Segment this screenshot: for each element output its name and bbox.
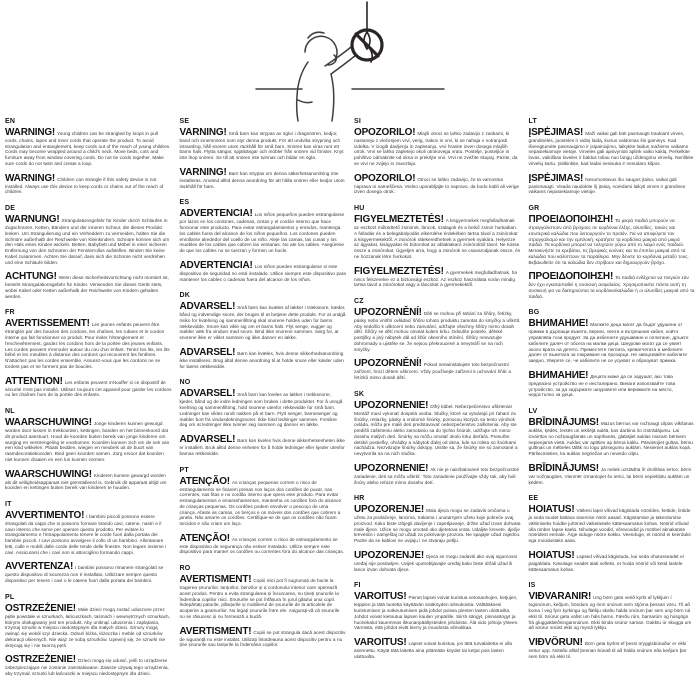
child-torso [331, 74, 334, 121]
warning-heading: BRĪDINĀJUMS! [528, 462, 599, 474]
warning-heading: HOIATUS! [528, 504, 575, 516]
warning-body-text: Små børn kan kvæles af løkker i træksnore, kæder, bånd og indvendige snore, der bruges til at betjene dette produkt. For at undgå risiko for kvælning og sammenfiltring skal snorene holdes uden for børns rækkevidde. Snore kan vikle sig om et barns hals. Flyt senge, vugger og møbler væk fra vinduer med snore. Bind ikke snorene sammen. Sørg for, at snorene ikke er viklet sammen og ikke danner en løkke. [179, 305, 346, 341]
warning-heading: ATENÇÃO! [179, 475, 230, 487]
warning-body-text: Otroci se lahko zadavijo, če ta varnostna naprava ni nameščena. Vedno uporabljajte to napravo, da bodo kabli ali verige izven dosega otrok. [354, 176, 520, 195]
language-section-cz [354, 298, 521, 381]
language-code: HR [354, 495, 365, 503]
warning-heading: WAARSCHUWING! [5, 468, 92, 480]
language-section-es [180, 199, 347, 282]
warning-paragraph [5, 470, 172, 491]
warning-paragraph [529, 464, 696, 485]
warning-paragraph [5, 272, 172, 299]
warning-body-text: Lapset voivat kuristua, jos tätä turvalaitetta ei olla asennettu. Käytä tätä laitetta aina pitämään köydet tai ketjut pois lasten ulottuvilta. [354, 641, 513, 659]
child-cord-hazard-illustration [252, 0, 448, 122]
language-code: CZ [354, 298, 364, 306]
warning-body-text: Małe dzieci mogą zostać uduszone przez pętle powstałe w sznurkach, łańcuszkach, taśmach i wewnętrznych sznurkach, którymi obsługiwany jest ten produkt. Aby uniknąć uduszenia i zaplątania, trzymaj sznurki w miejscu niedostępnym dla małych dzieci. Sznury mogą owinąć się wokół szyi dziecka. Odsuń łóżka, łóżeczka i meble od sznurków dekoracji okiennych. Nie wiąż ze sobą sznurków. Upewnij się, że sznurki nie skręcają się i nie tworzą pętli. [5, 606, 170, 648]
warning-body-text: Mala djeca mogu se zadaviti omčama u užetu za povlačenje, lancima, trakama i unutarnjem užetu koje pokreće ovaj proizvod. Kako biste izbjegli davljenje i zapetljavanje, držite užad izvan dohvata male djece. Užice se mogu omotati oko djetetova vrata. Udaljite krevete, dječje krevetiće i namještaj od užadi za pokrivanje prozora. Ne spajajte užad zajedno. Pazite da se kablovi ne uvijaju i ne stvaraju petlju. [354, 508, 521, 544]
warning-paragraph [354, 215, 521, 259]
warning-heading: ADVERTENCIA! [179, 208, 253, 220]
warning-heading: OSTRZEŻENIE! [5, 602, 76, 614]
warning-heading: FIGYELMEZTETÉS! [354, 214, 444, 226]
warning-body-text: Ak nie je nainštalované toto bezpečnostné zariadenie, deti sa môžu uškrtiť. Toto zariadenie používajte vždy tak, aby boli šnúry alebo reťaze mimo dosahu detí. [354, 466, 520, 485]
prohibition-slash-icon [356, 34, 378, 56]
warning-heading: ATTENTION! [5, 375, 63, 387]
warning-heading: UPOZORNĚNÍ! [354, 358, 422, 370]
warning-body-text: Börn geta kyrkst ef þessi öryggisbúnaður er ekki settur upp. Notaðu alltaf þennan búnað til að halda snúrum eða keðjum þar sem börn ná ekki til. [528, 641, 687, 659]
warning-body-text: Mlajši otroci se lahko zadavijo z zankami, ki nastanejo z vlečenjem vrvi, verig, trakov in vrvi, ki se nahaja v notranjosti izdelka. V izogib davljenju in zapletanju, vrvi hranite izven dosega mlajših otrok. Vrvi se lahko zapletejo okoli otrokovega vratu. Postelje, posteljice in pohištvo odmaknite od okna in prekrijte vrvi. Vrvi ne zvežite skupaj. Pazite, da se vrvi ne zvijejo in zavozlajo. [354, 131, 518, 166]
warning-paragraph [5, 215, 172, 265]
language-code: LT [528, 118, 537, 125]
warning-paragraph [354, 308, 521, 352]
warning-heading: ATENÇÃO! [179, 532, 230, 544]
warning-body-text: Nesumontavus šio saugos įtaiso, vaikai gali pasismaugti. Visada naudokite šį įtaisą, norėdami laikyti virves ir grandines vaikams nepasiekiamoje vietoje. [528, 176, 686, 195]
warning-body-text: Τα παιδιά ενδέχεται να πνιγούν εάν δεν έχει εγκατασταθεί η συσκευή ασφαλείας. Χρησιμοποιείτε πάντα αυτή τη συσκευή για να διατηρούνται τα κορδόνια/καλώδια ή οι αλυσίδες μακριά από τα παιδιά. [528, 275, 695, 299]
warning-heading: ВНИМАНИЕ! [528, 369, 589, 381]
warning-body-text: I bambini piccoli possono essere strangolati da cappi che si possono formare tirando cavi, catene, nastri e il cavo interno che serve per operare questo prodotto. Per evitare lo strangolamento e l'intrappolamento tenere le corde fuori dalla portata dei bambini piccoli. I cavi possono avvolgere il collo di un bambino. Allontanare letti, culle e mobili dalle corde delle tende delle finestre. Non legare insieme i cavi. Assicurarsi che i cavi non si attorciglino formando cappi. [5, 513, 167, 555]
language-code: PL [5, 593, 15, 601]
warning-paragraph [5, 174, 172, 195]
warning-paragraph [5, 511, 172, 555]
warning-heading: HOIATUS! [528, 549, 575, 561]
warning-heading: VARNING! [179, 166, 227, 178]
warning-paragraph [5, 562, 172, 583]
language-section-dk [180, 292, 347, 369]
child-arm-lower [331, 55, 356, 74]
warning-body-text: Små barn kan strypas av öglor i dragsnören, kedjor, band och innersnören som styr denna produkt. För att undvika strypning och intrassling, håll snören utom räckhåll för små barn. Snören kan viras runt ett barns hals. Flytta sängar, spjälsängar och möbler från snören vid fönster. Knyt inte ihop snören. Se till att snören inte tvinnas och bildar en ögla. [179, 131, 344, 161]
warning-body-text: Kinderen kunnen gewurgd worden als dit veiligheidsapparaat niet geïnstalleerd is. Gebruik dit apparaat altijd om koorden en kettingen buiten bereik van kinderen te houden. [5, 472, 167, 491]
language-code: EE [528, 495, 539, 503]
language-section-hr [354, 495, 521, 572]
warning-heading: OPOZORILO! [354, 127, 416, 138]
warning-paragraph [5, 655, 172, 676]
warning-paragraph [354, 592, 521, 631]
warning-heading: WARNING! [5, 172, 56, 184]
language-code: SI [354, 118, 362, 125]
warning-body-text: Τα μικρά παιδιά μπορούν να στραγγαλιστούν από βρόχους σε κορδόνια έλξης, αλυσίδες, ταινίες και εσωτερικά καλώδια που λειτουργούν το προϊόν. Για να αποφύγετε τον στραγγαλισμό και την εμπλοκή, κρατήστε τα κορδόνια μακριά από μικρά παιδιά. Τα κορδόνια μπορεί να τυλιχτούν γύρω από το λαιμό ενός παιδιού. Μετακινήστε τα κρεβάτια, τις βρεφικές κούνιες και τα έπιπλα μακριά από τα καλώδια που καλύπτουν τα παράθυρα. Μην δένετε τα κορδόνια μεταξύ τους. Βεβαιωθείτε ότι τα καλώδια δεν στρίβουν και δημιουργούν βρόχο. [528, 218, 689, 265]
language-section-nl [5, 408, 172, 491]
warning-body-text: Väikesi lapsi võivad kägistada nöörides, kettide, lintide ja seda toodet käitava sisemise nööri aasad. Kägistamise ja takerdumise vältimiseks hoidke juhtmed väikelastele kättesaamatus kohas. Nöörid võivad olla ümber lapse kaela. Nihutage voodid, võrevoodid ja mööbel aknakatete nööridest eemale. Ärge siduge nööre kokku. Veenduge, et nöörid ei keerduks ega moodustaks aasa. [528, 508, 691, 544]
warning-heading: FIGYELMEZTETÉS! [354, 265, 444, 277]
warning-heading: VIÐVARANIR! [528, 591, 592, 603]
warning-heading: ADVARSEL! [179, 301, 236, 313]
language-code: NL [5, 408, 15, 416]
language-code: LV [528, 408, 538, 416]
warning-paragraph [180, 435, 347, 456]
warning-body-text: Børn kan kvæles, hvis denne sikkerhedsanordning ikke installeres. Brug altid denne anordning til at holde snore eller kæder uden for børns rækkevidde. [179, 350, 344, 369]
warning-body-text: Децата може да се задушат, ако това предпазно устройство не е инсталирано. Винаги използвайте това устройство, за да задържате шнуровете или верижките на място, недостъпно за деца. [528, 373, 676, 398]
language-section-gr [529, 205, 696, 299]
warning-paragraph [354, 359, 521, 380]
warning-paragraph [180, 575, 347, 619]
warning-body-text: Dlhý kábel. Nebezpečenstvo uškrtenia! Montáž musí vykonať dospelá osoba. Slučky, ktoré sa vytvárajú pri ťahaní za šnúrky, retiazky, pásky a vnútorné šnúrky, pomocou ktorých sa tento výrobok ovláda, môžu pre malé deti predstavovať nebezpečenstvo zaškrtenia. Aby ste predišli zaškrteniu alebo zamotaniu sa do týchto šnúrok, udržujte ich mimo dosahu malých detí. Šnúrky sa môžu omotať okolo krku dieťaťa. Presuňte detské postieľky, ohrádky a nábytok ďalej od okna, kde sa roleta so šnúrkami nachádza. Nezväzujte šnúrky dokopy. Uistite sa, že šnúrky nie sú zamotané a nevytvorila sa na nich slučka. [354, 403, 518, 457]
language-code: NO [179, 379, 191, 387]
language-code: HU [354, 205, 365, 213]
language-section-pt [180, 467, 347, 556]
warning-heading: AVERTISSEMENT! [5, 318, 90, 330]
language-section-lt [529, 118, 696, 195]
warning-body-text: As crianças pequenas correm o risco de estrangulamento se ficarem presas nos laços dos cordões de puxar, nas correntes, nas fitas e no cordão interno que opera este produto. Para evitar estrangulamentos e emaranhamentos, mantenha os cordões fora do alcance de crianças pequenas. Os cordões podem envolver o pescoço de uma criança. Afaste as camas, os berços e os móveis dos cordões que cobrem a janela. Não amarre os cordões. Certifique-se de que os cordões não ficam torcidos e não criam um laço. [179, 479, 342, 526]
warning-body-text: Les enfants peuvent s'étouffer si ce dispositif de sécurité n'est pas installé. Utilisez toujours cet appareil pour garder les cordons ou les chaînes hors de la portée des enfants. [5, 379, 172, 398]
warning-paragraph [5, 418, 172, 462]
warning-heading: UPOZORNENIE! [354, 462, 429, 474]
warning-heading: WARNING! [5, 127, 56, 138]
warning-heading: UPOZORNĚNÍ! [354, 307, 422, 319]
warning-paragraph [354, 174, 521, 195]
warning-heading: ACHTUNG! [5, 271, 57, 283]
language-section-fr [5, 309, 172, 398]
warning-heading: VAROITUS! [354, 637, 407, 649]
warning-heading: ĮSPĖJIMAS! [528, 172, 584, 184]
warning-heading: WARNUNG! [5, 214, 60, 226]
warning-paragraph [529, 418, 696, 457]
language-code: SE [179, 118, 190, 125]
warning-body-text: Young children can be strangled by loops in pull cords, chains, tapes and inner cords that operate the product. To avoid strangulation and entanglement, keep cords out of the reach of young children. Cords may become wrapped around a child's neck. Move beds, cots and furniture away from window covering cords. Do not tie cords together. Make sure cords do not twist and create a loop. [5, 131, 171, 166]
warning-body-text: A gyermekek megfulladhatnak, ha nincs felszerelve ez a biztonsági eszköz. Az eszköz használata során mindig tartsa távol a zsinórokat vagy a láncokat a gyermekektől. [354, 269, 517, 288]
language-code: DK [179, 292, 191, 300]
language-code: ES [179, 199, 190, 207]
warning-paragraph [529, 592, 696, 631]
warning-paragraph [354, 128, 521, 167]
language-code: FI [354, 582, 361, 590]
warning-body-text: Les jeunes enfants peuvent être étranglés par des boucles des cordons, les chaînes, les rubans et le cordon interne qui fait fonctionner ce produit. Pour éviter l'étranglement et l'enchevêtrement, gardez les cordons hors de la portée des jeunes enfants. Les cordes peuvent s'enrouler autour du cou d'un enfant. Tenez les lits, les lits bébé et les meubles à distance des cordons qui recouvrent les fenêtres. N'attachez pas les cordes ensemble. Assurez-vous que les cordons ne se tordent pas et ne forment pas de boucles. [5, 322, 170, 369]
warning-body-text: Maži vaikai gali būti pasmaugti traukiant virves, grandinėles, juosteles ir vidinį laidą, kuriuo valdomas šis gaminys. Kad išvengtumėte pasmaugimo ir įsipainiojimo, laikykite laidus mažiems vaikams nepasiekiamoje vietoje. Virvelės gali apsivynioti aplink vaiko kaklą. Perkelkite lovas, vaikiškas loveles ir baldus toliau nuo langų uždengimo virvelių. Neriškite virvelių kartu. Įsitikinkite, kad laidai nesisuka ir nesudaro kilpos. [528, 131, 694, 166]
warning-heading: WAARSCHUWING! [5, 417, 92, 429]
warning-paragraph [354, 267, 521, 288]
warning-paragraph [354, 464, 521, 485]
warning-paragraph [180, 261, 347, 282]
warning-paragraph [529, 319, 696, 363]
warning-heading: ВНИМАНИЕ! [528, 318, 589, 330]
warning-heading: VAROITUS! [354, 591, 407, 603]
warning-paragraph [5, 604, 172, 648]
warning-body-text: Copiii mici pot fi sugrumați de bucle la tragerea șnururilor, lanțurilor, benzilor și a cordonului interior care operează acest produs. Pentru a evita strangularea și încurcarea, nu țineți șnururile la îndemâna copiilor mici. Șnururile se pot înfășura în jurul gâtului unui copil. Îndepărtați paturile, pătuțurile și mobilierul de șnururile de la articolele de acoperire a geamurilor. Nu legați șnururile între ele. Asigurați-vă că șnururile nu se răsucesc și nu formează o buclă. [179, 578, 340, 619]
warning-body-text: Lapsed võivad kägistuda, kui seda ohutusseadet ei paigaldata. Kasutage seadet alati selleks, et hoida nöörid või ketid lastele kättesaamatus kohas. [528, 553, 684, 572]
warning-paragraph [354, 505, 521, 544]
warning-paragraph [529, 128, 696, 167]
warning-paragraph [529, 272, 696, 299]
child-arm-upper [325, 47, 351, 66]
warning-body-text: Små barn kan kveles av løkker i trekksnorer, kjeder, bånd og de indre ledningen som brukes i dette produktet. For å unngå kvelning og sammenfiltring, hold snorene utenfor rekkevidde for små barn. Ledninger kan vikles rundt nakken på et barn. Flytt senger, barnesenger og møbler bort fra vindusdekningsnorer. Ikke bind ledninger sammen. Forsikre deg om at ledninger ikke tvinner seg sammen og danner en løkke. [179, 392, 343, 428]
warning-paragraph [5, 377, 172, 398]
language-section-fi [354, 582, 521, 659]
warning-body-text: Strangulationsgefahr für Kinder durch Schlaufen in Zugschnüren, Ketten, Bändern und der inneren Schnur, die dieses Produkt lenken. Um Strangulierung und ein Verheddern zu vermeiden, halten Sie die Schnüre außerhalb der Reichweite von Kleinkindern. Schnüre können sich um den Hals eines Kindes wickeln. Betten, Babybett und Möbel in einer sicheren Entfernung von den Schnüren der Fensterrollos aufstellen. Binden Sie keine Kabel zusammen. Achten Sie darauf, dass sich die Schnüre nicht verdrehen und eine Schlaufe bilden. [5, 218, 170, 265]
warning-body-text: Djeca se mogu zadaviti ako ovaj sigurnosni uređaj nije postavljen. Uvijek upotrebljavajte uređaj kako biste držali užad ili lance izvan dohvata djece. [354, 553, 518, 572]
warning-body-text: A kisgyermekek megfulladhatnak az eszközt működtető zsinórok, láncok, szalagok és a belső zsinór hurkaiban. A fulladás és a belegabalyodás elkerülése érdekében tartsa távol a zsinórokat a kisgyermekektől. A zsinórok rátekeredhetnek a gyermek nyakára. Helyezze az ágyakat, kiságyakat és bútorokat az ablaktakaró zsinóroktól távol. Ne kösse össze a zsinórokat. Ügyeljen arra, hogy a zsinórok ne csavarodjanak össze, és ne hozzanak létre hurkokat. [354, 218, 521, 259]
warning-paragraph [529, 551, 696, 572]
warning-heading: AVERTISMENT! [179, 574, 252, 586]
warning-paragraph [354, 401, 521, 457]
warning-paragraph [180, 302, 347, 341]
warning-paragraph [529, 638, 696, 659]
language-code: SK [354, 390, 365, 398]
warning-paragraph [180, 128, 347, 161]
warning-heading: ΠΡΟΕΙΔΟΠΟΙΗΣΗ! [528, 214, 614, 226]
warning-paragraph [180, 168, 347, 189]
language-section-lv [529, 408, 696, 485]
child-back [297, 62, 308, 121]
warning-paragraph [180, 389, 347, 428]
language-section-en [5, 118, 172, 195]
language-code: PT [179, 466, 189, 474]
warning-body-text: Děti se mohou při tahání za šňůry, řetízky, pásky nebo vnitřní ovládací šňůru tohoto produktu zamotat do smyčky a uškrtit. Aby nedošlo k uškrcení nebo zamotání, udržujte všechny šňůry mimo dosah dětí. Šňůry se dětí mohou omotat kolem krku. Odsuňte postele, dětské postýlky a jiný nábytek dál od šňůr okenního stínění. Šňůry nesvazujte dohromady a ujistěte se, že nejsou překroucené a nevytváří se na nich smyčky. [354, 311, 521, 352]
column-1 [5, 118, 172, 687]
language-section-ro [180, 565, 347, 648]
warning-heading: AVVERTIMENTO! [5, 509, 85, 521]
warning-body-text: Pienet lapset voivat kuristua vetonauhojen, ketjujen, teippien ja tätä tuotetta käyttävän sisäköyden silmukoista. Välttääksesi kuristumisen ja sotkeutumisen pidä johdot poissa pienten lasten ulottuvilta. Johdot voivat kietoutua lapsen kaulan ympärille. Siirrä sängyt, pinnasängyt ja huonekalut kauemmas ikkunanpäällysteiden johdoista. Älä sido johtoja yhteen. Varmista, että johdot eivät kierry ja muodosta silmukkaa. [354, 595, 519, 631]
warning-body-text: Los niños pequeños pueden estrangularse por lazos en los cordones, cadenas, cintas y el cordón interno que hace funcionar este producto. Para evitar estrangulamientos y enredos, mantenga los cables fuera del alcance de los niños pequeños. Los cordones pueden enrollarse alrededor del cuello de un niño. Aleje las camas, las cunas y los muebles de los cables que cubren las ventanas. No ate los cables. Asegúrese de que los cables no se tuerzan y formen un bucle. [179, 212, 345, 254]
child-head [305, 36, 337, 60]
warning-body-text: Copiii se pot strangula dacă acest dispozitiv de siguranță nu este instalat. Utilizați întotdeauna acest dispozitiv pentru a nu ține șnururile sau lanțurile la îndemâna copiilor. [179, 629, 346, 648]
warning-paragraph [5, 319, 172, 369]
warning-paragraph [180, 627, 347, 648]
warning-heading: OSTRZEŻENIE! [5, 654, 76, 666]
language-code: IS [528, 582, 536, 590]
warning-body-text: I bambini possono rimanere strangolati se questo dispositivo di sicurezza non è installato. Utilizzare sempre questo dispositivo per tenere i cavi o le catene fuori dalla portata dei bambini. [5, 565, 164, 584]
warning-heading: ADVARSEL! [179, 434, 236, 446]
warning-paragraph [529, 505, 696, 544]
warning-paragraph [529, 215, 696, 265]
language-section-no [180, 379, 347, 456]
warning-paragraph [529, 371, 696, 398]
warning-paragraph [180, 348, 347, 369]
warning-body-text: Mazus bērnus var nožņaugt cilpas vilkšanas auklās, ķēdēs, lentēs un iekšējā auklā, kas darbina šo izstrādājumu. Lai izvairītos no nožņaugšanās un sapīšanās, glabājiet auklas mazam bērniem nepieejamā vietā. Auklas var aptīties ap bērna kaklu. Pārvietojiet gultas, bērnu gultiņas un mēbeles tālāk no logu pārsegumu auklām. Nesieniet auklas kopā. Pārliecinieties, ka auklas negriežas un neveido cilpu. [528, 421, 694, 457]
warning-paragraph [5, 128, 172, 167]
warning-heading: VIÐVÖRUN! [528, 637, 583, 649]
warning-heading: ΠΡΟΕΙΔΟΠΟΙΗΣΗ! [528, 271, 614, 283]
warning-paragraph [354, 551, 521, 572]
warning-body-text: Ja netiek uzstādīta šī drošības ierīce, bērni var nožņaugties. Vienmēr izmantojiet šo ierīci, lai bērni nepiekļūtu auklām un ķēdēm. [528, 466, 692, 485]
language-section-si [354, 118, 521, 195]
language-code: GR [528, 205, 540, 213]
warning-heading: AVERTISMENT! [179, 625, 252, 637]
language-code: EN [5, 118, 16, 125]
warning-heading: ADVERTENCIA! [179, 259, 253, 271]
warning-heading: ADVARSEL! [179, 346, 236, 358]
warning-body-text: Wenn diese Sicherheitsvorrichtung nicht montiert ist, besteht Strangulationsgefahr für Kinder. Verwenden Sie dieses Gerät stets, wobei Kabel oder Ketten außerhalb der Reichweite von Kindern gehalten werden. [5, 275, 169, 299]
warning-body-text: Children can strangle if this safety device is not installed. Always use this device to keep cords or chains out of the reach of children. [5, 176, 164, 195]
warning-body-text: Los niños pueden estrangularse si este dispositivo de seguridad no está instalado. Utilice siempre este dispositivo para mantener los cables o cadenas fuera del alcance de los niños. [179, 263, 346, 282]
language-section-se [180, 118, 347, 189]
warning-body-text: Barn kan strypas om denna säkerhetsanordning inte installeras. Använd alltid denna anordning för att hålla snören eller kedjor utom räckhåll för barn. [179, 170, 345, 189]
language-section-bg [529, 309, 696, 398]
warning-heading: UPOZORENJE! [354, 504, 425, 516]
warning-columns [5, 118, 695, 687]
language-section-sk [354, 391, 521, 485]
warning-paragraph [354, 638, 521, 659]
column-2 [180, 118, 347, 687]
warning-heading: BRĪDINĀJUMS! [528, 417, 599, 429]
language-code: RO [179, 565, 191, 573]
language-code: IT [5, 500, 12, 508]
language-code: BG [528, 309, 540, 317]
warning-paragraph [180, 477, 347, 527]
column-4 [529, 118, 696, 687]
language-section-de [5, 205, 172, 299]
warning-heading: VARNING! [179, 127, 227, 138]
warning-heading: AVVERTENZA! [5, 561, 74, 573]
language-section-hu [354, 205, 521, 288]
warning-heading: UPOZORNENIE! [354, 399, 429, 411]
warning-heading: UPOZORENJE! [354, 549, 425, 561]
warning-heading: ĮSPĖJIMAS! [528, 127, 584, 138]
warning-body-text: Jonge kinderen kunnen gewurgd worden door lussen in trekkoorden, kettingen, banden en het binnenkoord dat dit product aanstuurt. Houd de koorden buiten bereik van jonge kinderen om wurging en verstrengeling te voorkomen. Koorden kunnen zich om de nek van een kind wikkelen. Plaats bedden, wiegen en meubels uit de buurt van raamdecoratiekoorden. Bind geen koorden samen. Zorg ervoor dat koorden niet kunnen draaien en een lus kunnen vormen. [5, 421, 170, 462]
warning-body-text: Dzieci mogą się udusić, jeśli to urządzenie zabezpieczające nie zostanie zainstalowane. Zawsze używaj tego urządzenia, aby trzymać sznurki lub łańcuszki w miejscu niedostępnym dla dzieci. [5, 658, 169, 676]
language-code: FR [5, 309, 15, 317]
warning-body-text: Ung börn geta verið kyrkt af lykkjum í togsnúrum, keðjum, böndum og innri snúrum sem stjórna þessari vöru. Til að koma í veg fyrir kyrkingu og flækju skaltu halda snúrum þar sem ung börn ná ekki til. Snúrur geta vafist um háls barns. Færðu rúm, barnarúm og húsgögn frá gluggaklæðningarsnúrum. Ekki binda snúrur saman. Gakktu úr skugga um að snúrur snúist ekki og myndi lykkju. [528, 595, 692, 631]
language-code: DE [5, 205, 16, 213]
warning-body-text: Pokud nenainstalujete toto bezpečnostní zařízení, hrozí dětem uškrcení. Vždy používejte zařízení k uchování šňůr a řetízků mimo dosah dětí. [354, 362, 512, 381]
warning-body-text: Малките деца могат да бъдат удушени от примки в дърпащи въжета, вериги, ленти и вътрешния кабел, който управлява този продукт. За да избегнете удушаване и оплитане, дръжте кабелите далеч от обсега на малки деца. Шнурове могат да се увият около врата на детето. Преместете леглата, креватчетата и мебелите далеч от въжетата за покриване на прозорци. Не завързвайте кабелите заедно. Уверете се, че кабелите не се усукват и образуват примка. [528, 322, 689, 364]
language-section-ee [529, 495, 696, 572]
warning-paragraph [529, 174, 696, 195]
warning-heading: ADVARSEL! [179, 388, 236, 400]
warning-body-text: As crianças correm o risco de estrangulamento se este dispositivo de segurança não estiver instalado. Utilize sempre este dispositivo para manter os cordões ou correntes fora do alcance das crianças. [179, 536, 345, 555]
language-section-pl [5, 594, 172, 677]
warning-heading: OPOZORILO! [354, 172, 416, 184]
language-section-is [529, 582, 696, 659]
warning-paragraph [180, 534, 347, 555]
hazard-illustration-svg [252, 0, 448, 122]
warning-body-text: Barn kan kveles hvis denne sikkerhetsenheten ikke er installert. Bruk alltid denne enheten for å holde ledninger eller kjeder utenfor barnas rekkevidde. [179, 438, 345, 456]
child-waist [298, 100, 312, 103]
warning-paragraph [180, 209, 347, 253]
language-section-it [5, 501, 172, 584]
column-3 [354, 118, 521, 687]
